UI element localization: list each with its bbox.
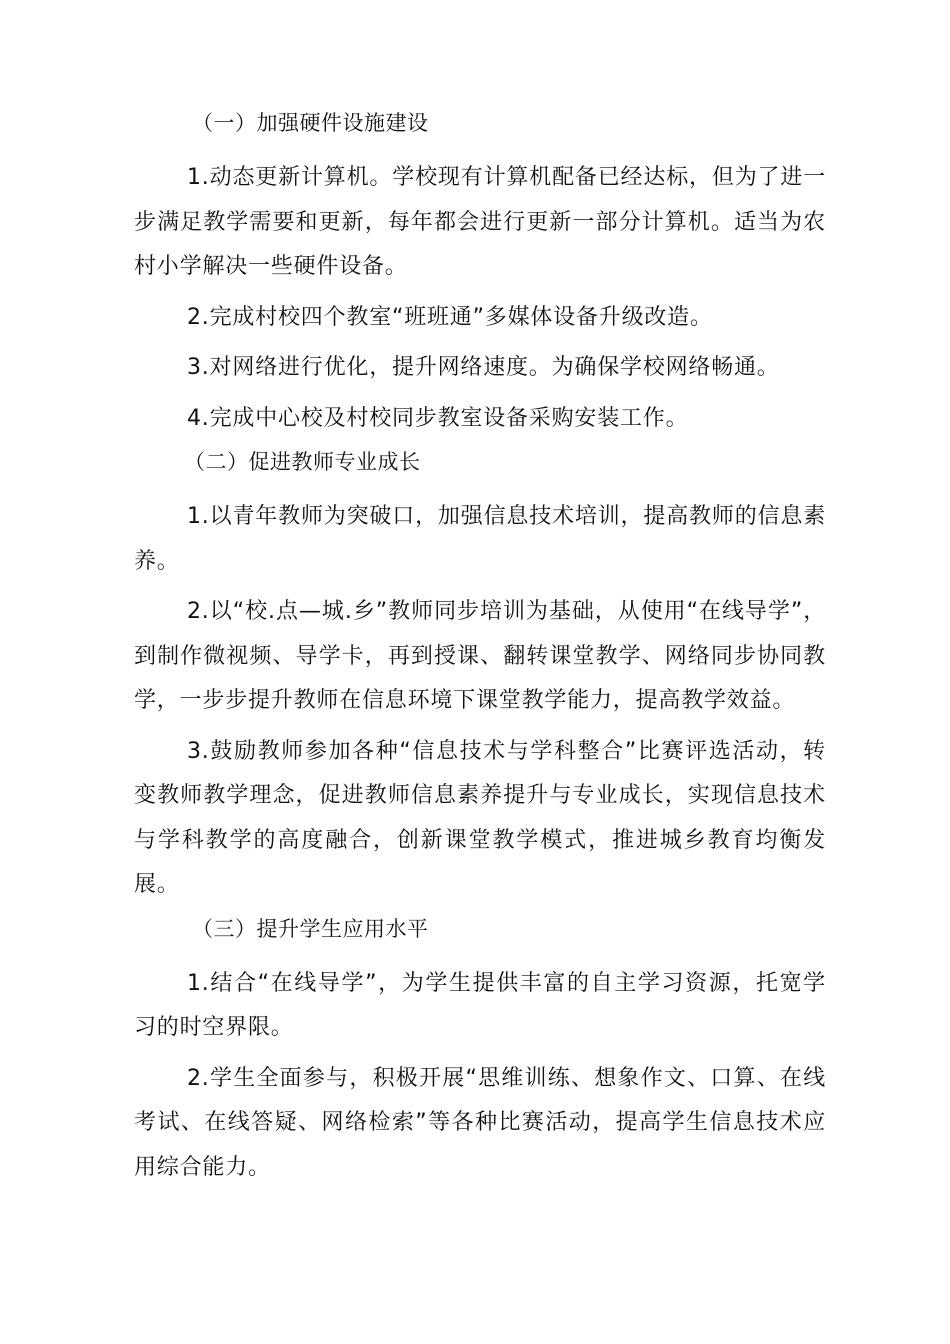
paragraph-sync-classroom: 4.完成中心校及村校同步教室设备采购安装工作。 [187,405,689,431]
paragraph-young-teacher-training: 1.以青年教师为突破口，加强信息技术培训，提高教师的信息素养。 [134,504,826,574]
section-heading-teacher-growth: （二）促进教师专业成长 [184,450,421,474]
paragraph-integration-contest: 3.鼓励教师参加各种“信息技术与学科整合”比赛评选活动，转变教师教学理念，促进教师信息素养提升与专业成长，实现信息技术与学科教学的高度融合，创新课堂教学模式，推进城乡教育均衡发展。 [134,738,826,897]
paragraph-student-activities: 2.学生全面参与，积极开展“思维训练、想象作文、口算、在线考试、在线答疑、网络检索”等各种比赛活动，提高学生信息技术应用综合能力。 [134,1065,826,1180]
document-body [134,108,826,1196]
paragraph-computer-update: 1.动态更新计算机。学校现有计算机配备已经达标，但为了进一步满足教学需要和更新，每年都会进行更新一部分计算机。适当为农村小学解决一些硬件设备。 [134,165,826,279]
paragraph-online-learning: 1.结合“在线导学”，为学生提供丰富的自主学习资源，托宽学习的时空界限。 [134,970,826,1040]
paragraph-multimedia-upgrade: 2.完成村校四个教室“班班通”多媒体设备升级改造。 [187,304,713,330]
paragraph-sync-training: 2.以“校.点—城.乡”教师同步培训为基础，从使用“在线导学”，到制作微视频、导学卡，再到授课、翻转课堂教学、网络同步协同教学，一步步提升教师在信息环境下课堂教学能力，提高教学效益。 [134,599,826,713]
section-heading-student-application: （三）提升学生应用水平 [192,916,429,941]
section-heading-hardware: （一）加强硬件设施建设 [192,111,429,135]
paragraph-network-optimization: 3.对网络进行优化，提升网络速度。为确保学校网络畅通。 [187,355,780,380]
